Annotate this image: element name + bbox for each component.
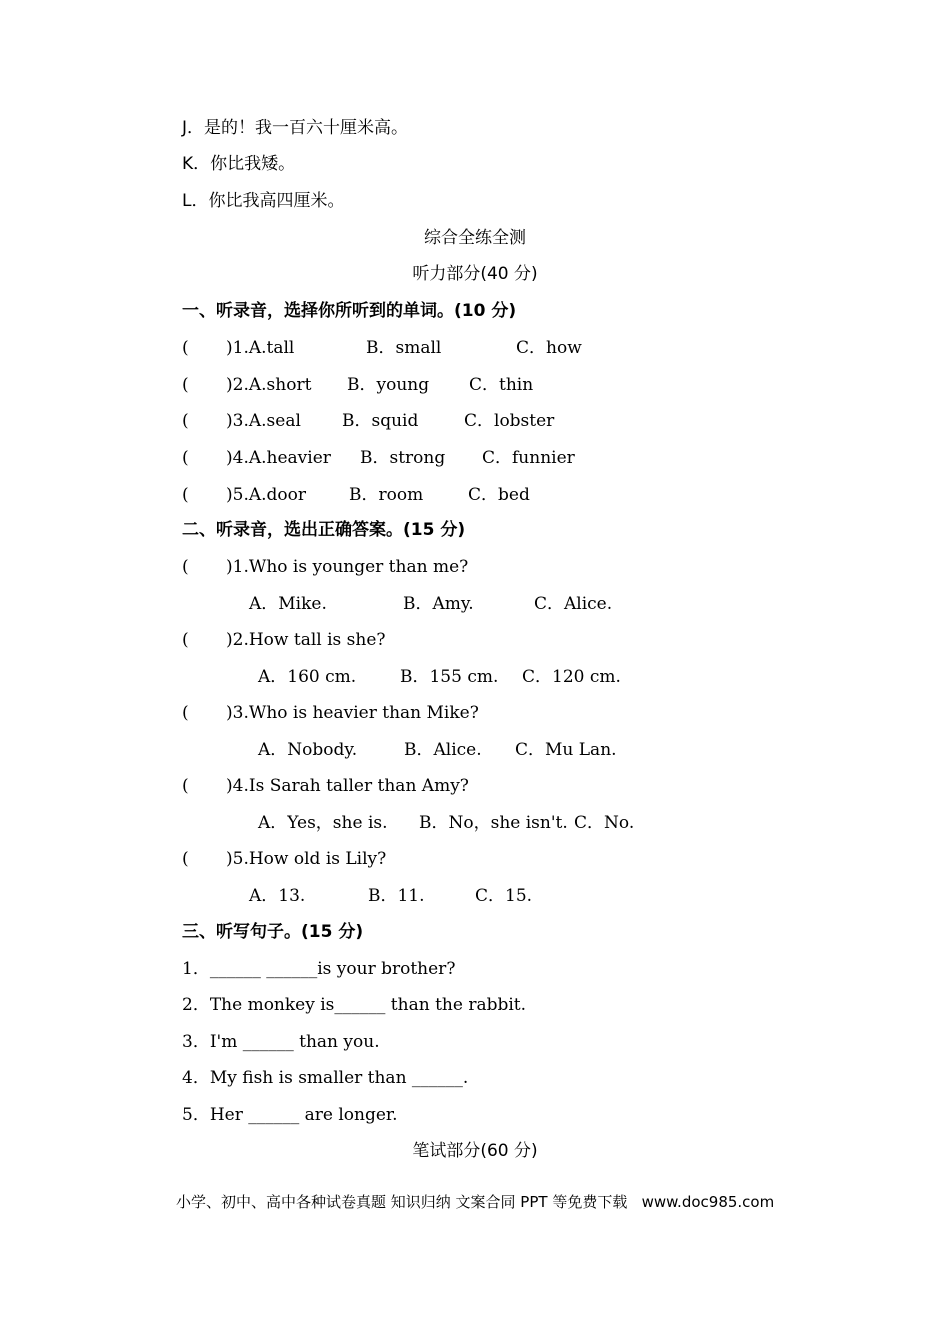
answer-paren: ( — [182, 776, 189, 796]
choice-a: A．Yes，she is. — [258, 813, 388, 833]
option-j: J．是的！我一百六十厘米高。 — [182, 118, 409, 138]
answer-paren: ( — [182, 703, 189, 723]
option-k: K．你比我矮。 — [182, 154, 296, 174]
question-word-b: B．young — [347, 375, 430, 395]
footer-text: 小学、初中、高中各种试卷真题 知识归纳 文案合同 PPT 等免费下载 www.doc985.com — [176, 1193, 775, 1211]
choice-a: A．13. — [249, 886, 306, 906]
question-word-a: )5.A.door — [226, 485, 307, 505]
question-word-a: )3.A.seal — [226, 411, 301, 431]
answer-paren: ( — [182, 630, 189, 650]
dictation-item: 2．The monkey is______ than the rabbit. — [182, 995, 527, 1015]
option-l: L．你比我高四厘米。 — [182, 191, 345, 211]
written-title: 笔试部分(60 分) — [412, 1141, 538, 1161]
answer-paren: ( — [182, 448, 189, 468]
choice-a: A．160 cm. — [258, 667, 357, 687]
choice-b: B．No，she isn't. — [419, 813, 568, 833]
question-text: )2.How tall is she? — [226, 630, 386, 650]
choice-b: B．Alice. — [404, 740, 482, 760]
answer-paren: ( — [182, 557, 189, 577]
question-word-c: C．how — [516, 338, 582, 358]
dictation-item: 1．______ ______is your brother? — [182, 959, 456, 979]
answer-paren: ( — [182, 411, 189, 431]
question-word-b: B．room — [349, 485, 424, 505]
question-word-b: B．squid — [342, 411, 419, 431]
question-word-c: C．funnier — [482, 448, 575, 468]
question-text: )5.How old is Lily? — [226, 849, 387, 869]
answer-paren: ( — [182, 849, 189, 869]
choice-c: C．Mu Lan. — [515, 740, 617, 760]
dictation-item: 3．I'm ______ than you. — [182, 1032, 380, 1052]
choice-c: C．No. — [574, 813, 635, 833]
choice-c: C．15. — [475, 886, 533, 906]
dictation-item: 5．Her ______ are longer. — [182, 1105, 398, 1125]
dictation-item: 4．My fish is smaller than ______. — [182, 1068, 469, 1088]
choice-b: B．155 cm. — [400, 667, 499, 687]
test-title: 综合全练全测 — [424, 228, 526, 248]
answer-paren: ( — [182, 375, 189, 395]
listening-title: 听力部分(40 分) — [412, 264, 538, 284]
section1-heading: 一、听录音，选择你所听到的单词。(10 分) — [182, 301, 517, 321]
choice-b: B．11. — [368, 886, 425, 906]
choice-c: C．120 cm. — [522, 667, 621, 687]
section3-heading: 三、听写句子。(15 分) — [182, 922, 364, 942]
question-word-c: C．bed — [468, 485, 530, 505]
question-word-a: )2.A.short — [226, 375, 312, 395]
choice-a: A．Mike. — [249, 594, 327, 614]
question-word-a: )4.A.heavier — [226, 448, 331, 468]
section2-heading: 二、听录音，选出正确答案。(15 分) — [182, 520, 466, 540]
answer-paren: ( — [182, 485, 189, 505]
question-word-b: B．small — [366, 338, 442, 358]
question-word-a: )1.A.tall — [226, 338, 295, 358]
question-word-c: C．thin — [469, 375, 534, 395]
question-text: )4.Is Sarah taller than Amy? — [226, 776, 469, 796]
choice-a: A．Nobody. — [258, 740, 358, 760]
choice-c: C．Alice. — [534, 594, 613, 614]
question-text: )3.Who is heavier than Mike? — [226, 703, 479, 723]
question-word-b: B．strong — [360, 448, 446, 468]
question-word-c: C．lobster — [464, 411, 555, 431]
answer-paren: ( — [182, 338, 189, 358]
choice-b: B．Amy. — [403, 594, 474, 614]
question-text: )1.Who is younger than me? — [226, 557, 469, 577]
